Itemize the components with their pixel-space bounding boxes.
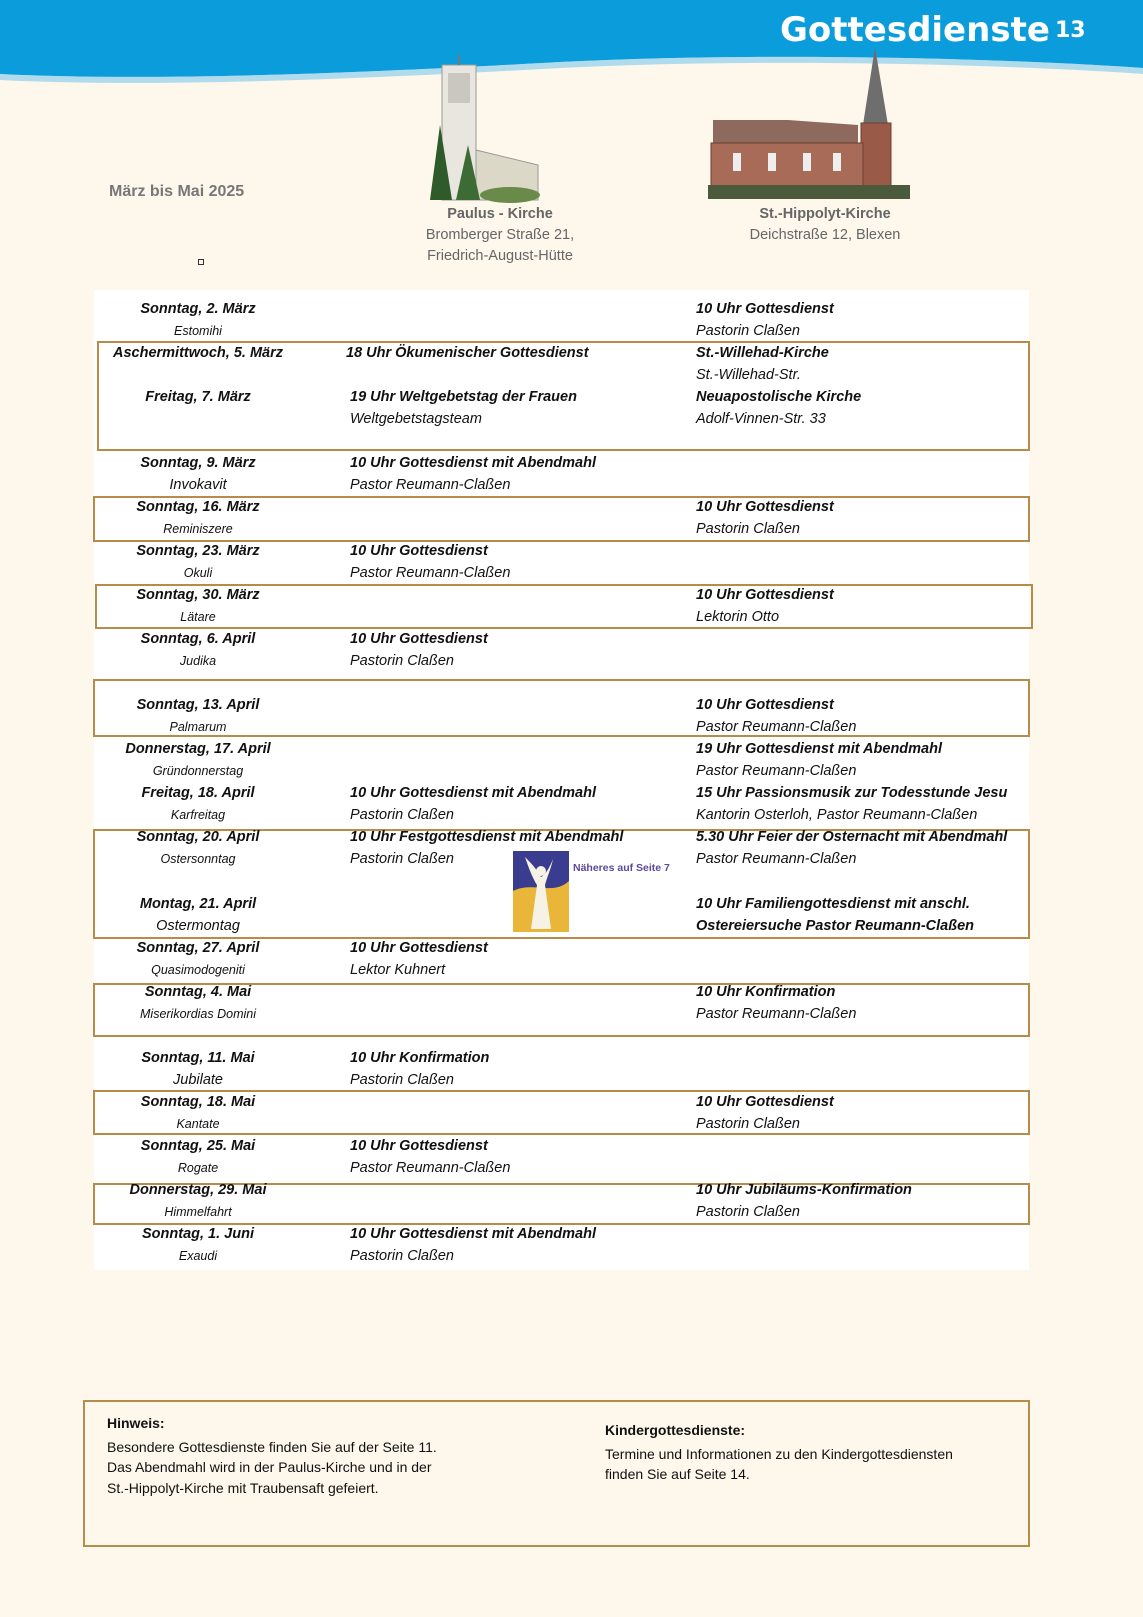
hippolyt-event: 19 Uhr Gottesdienst mit Abendmahl — [696, 741, 942, 757]
hippolyt-person: Pastorin Claßen — [696, 1116, 800, 1132]
paulus-event — [350, 496, 680, 518]
hippolyt-event — [696, 540, 1036, 562]
paulus-event: 10 Uhr Festgottesdienst mit Abendmahl — [350, 829, 624, 845]
paulus-event — [350, 298, 680, 320]
row-sunday-name: Miserikordias Domini — [140, 1007, 256, 1021]
paulus-person — [350, 320, 680, 342]
row-sunday-name: Ostermontag — [156, 918, 240, 934]
hippolyt-event — [696, 937, 1036, 959]
paulus-person: Pastor Reumann-Claßen — [350, 477, 511, 493]
hippolyt-person: St.-Willehad-Str. — [696, 367, 801, 383]
hippolyt-event: 15 Uhr Passionsmusik zur Todesstunde Jesu — [696, 785, 1008, 801]
small-square-marker — [198, 259, 204, 265]
hippolyt-person: Pastor Reumann-Claßen — [696, 1006, 857, 1022]
row-sunday-name — [94, 364, 302, 386]
hippolyt-event — [696, 1223, 1036, 1245]
paulus-event: 10 Uhr Gottesdienst — [350, 631, 488, 647]
row-date: Aschermittwoch, 5. März — [112, 345, 283, 361]
paulus-event: 10 Uhr Gottesdienst — [350, 940, 488, 956]
kinder-line: finden Sie auf Seite 14. — [605, 1466, 750, 1482]
paulus-event: 10 Uhr Gottesdienst mit Abendmahl — [350, 455, 596, 471]
period-label: März bis Mai 2025 — [109, 183, 245, 200]
row-sunday-name: Rogate — [177, 1161, 219, 1175]
paulus-person — [346, 364, 676, 386]
kinder-title: Kindergottesdienste: — [605, 1422, 746, 1438]
paulus-person: Pastorin Claßen — [350, 807, 454, 823]
hippolyt-event: 10 Uhr Gottesdienst — [696, 587, 834, 603]
paulus-event — [350, 584, 680, 606]
hippolyt-event — [696, 1135, 1036, 1157]
paulus-event — [350, 694, 680, 716]
row-date: Sonntag, 20. April — [136, 829, 260, 845]
paulus-event — [350, 1179, 680, 1201]
hippolyt-event: 10 Uhr Familiengottesdienst mit anschl. — [696, 896, 970, 912]
hippolyt-person — [696, 474, 1036, 496]
paulus-person: Pastor Reumann-Claßen — [350, 565, 511, 581]
hippolyt-person — [696, 650, 1036, 672]
paulus-person: Pastorin Claßen — [350, 851, 454, 867]
paulus-person: Weltgebetstagsteam — [350, 411, 482, 427]
paulus-event — [350, 981, 680, 1003]
paulus-person: Pastorin Claßen — [350, 1072, 454, 1088]
row-sunday-name: Invokavit — [169, 477, 227, 493]
hippolyt-person: Pastorin Claßen — [696, 1204, 800, 1220]
paulus-person — [350, 1003, 680, 1025]
hippolyt-person — [696, 1157, 1036, 1179]
hippolyt-person: Pastorin Claßen — [696, 323, 800, 339]
paulus-event: 10 Uhr Gottesdienst mit Abendmahl — [350, 785, 596, 801]
row-date: Freitag, 7. März — [145, 389, 251, 405]
hippolyt-person: Adolf-Vinnen-Str. 33 — [696, 411, 826, 427]
row-date: Sonntag, 4. Mai — [144, 984, 252, 1000]
paulus-event: 10 Uhr Konfirmation — [350, 1050, 490, 1066]
paulus-person — [350, 760, 680, 782]
church-address: Bromberger Straße 21, — [425, 227, 575, 243]
hinweis-title: Hinweis: — [107, 1415, 165, 1431]
hinweis-line: Besondere Gottesdienste finden Sie auf der Seite 11. — [107, 1438, 437, 1455]
row-date: Sonntag, 18. Mai — [140, 1094, 256, 1110]
row-sunday-name: Palmarum — [169, 720, 227, 734]
hippolyt-event — [696, 628, 1036, 650]
page-title: Gottesdienste — [780, 10, 1050, 50]
paulus-event: 10 Uhr Gottesdienst — [350, 1138, 488, 1154]
kinder-line: Termine und Informationen zu den Kindergottesdiensten — [605, 1445, 953, 1462]
row-sunday-name: Gründonnerstag — [152, 764, 244, 778]
hippolyt-person: Lektorin Otto — [696, 609, 780, 625]
row-date: Donnerstag, 29. Mai — [129, 1182, 267, 1198]
paulus-person: Pastorin Claßen — [350, 653, 454, 669]
paulus-person: Pastor Reumann-Claßen — [350, 1160, 511, 1176]
paulus-person: Lektor Kuhnert — [350, 962, 446, 978]
hippolyt-church-image — [708, 45, 910, 201]
row-date: Sonntag, 6. April — [140, 631, 256, 647]
church-name: St.-Hippolyt-Kirche — [759, 206, 891, 222]
row-date: Sonntag, 2. März — [140, 301, 256, 317]
row-sunday-name: Judika — [179, 654, 217, 668]
hippolyt-person: Pastor Reumann-Claßen — [696, 763, 857, 779]
page-number: 13 — [1055, 18, 1086, 43]
hippolyt-event: 10 Uhr Gottesdienst — [696, 499, 834, 515]
church-name: Paulus - Kirche — [447, 206, 553, 222]
hippolyt-event: 10 Uhr Gottesdienst — [696, 1094, 834, 1110]
row-date: Sonntag, 23. März — [136, 543, 260, 559]
row-date: Donnerstag, 17. April — [125, 741, 271, 757]
hinweis-line: St.-Hippolyt-Kirche mit Traubensaft gefeiert. — [107, 1479, 379, 1496]
hippolyt-event: Neuapostolische Kirche — [696, 389, 862, 405]
paulus-event — [350, 1091, 680, 1113]
row-sunday-name: Reminiszere — [163, 522, 233, 536]
notes-box — [83, 1400, 1030, 1547]
church-address: Deichstraße 12, Blexen — [749, 227, 901, 243]
hippolyt-person — [696, 959, 1036, 981]
paulus-event: 18 Uhr Ökumenischer Gottesdienst — [346, 345, 589, 361]
row-sunday-name: Estomihi — [174, 324, 222, 338]
row-date: Sonntag, 1. Juni — [142, 1226, 254, 1242]
hippolyt-event: St.-Willehad-Kirche — [696, 345, 829, 361]
hippolyt-person — [696, 1069, 1036, 1091]
paulus-church-label — [400, 204, 600, 267]
row-sunday-name: Quasimodogeniti — [151, 963, 245, 977]
row-date: Sonntag, 11. Mai — [141, 1050, 255, 1066]
paulus-event — [350, 738, 680, 760]
row-sunday-name: Kantate — [176, 1117, 220, 1131]
row-date: Sonntag, 27. April — [136, 940, 260, 956]
paulus-person: Pastorin Claßen — [350, 1248, 454, 1264]
paulus-event: 19 Uhr Weltgebetstag der Frauen — [350, 389, 577, 405]
paulus-event: 10 Uhr Gottesdienst — [350, 543, 488, 559]
row-sunday-name: Karfreitag — [170, 808, 226, 822]
row-sunday-name: Okuli — [183, 566, 213, 580]
hippolyt-event: 5.30 Uhr Feier der Osternacht mit Abendmahl — [696, 829, 1008, 845]
row-sunday-name: Exaudi — [178, 1249, 218, 1263]
hippolyt-event: 10 Uhr Gottesdienst — [696, 697, 834, 713]
hippolyt-person: Ostereiersuche Pastor Reumann-Claßen — [696, 918, 975, 934]
paulus-event: 10 Uhr Gottesdienst mit Abendmahl — [350, 1226, 596, 1242]
row-date: Sonntag, 9. März — [140, 455, 256, 471]
row-date: Sonntag, 25. Mai — [140, 1138, 256, 1154]
hippolyt-person: Pastorin Claßen — [696, 521, 800, 537]
church-address: Friedrich-August-Hütte — [427, 248, 573, 264]
paulus-person — [350, 606, 680, 628]
paulus-person — [350, 1201, 680, 1223]
hippolyt-person: Pastor Reumann-Claßen — [696, 851, 857, 867]
paulus-person — [350, 716, 680, 738]
row-date: Sonntag, 16. März — [136, 499, 260, 515]
hippolyt-person — [696, 1245, 1036, 1267]
hippolyt-church-label — [720, 204, 930, 246]
row-date: Sonntag, 30. März — [136, 587, 260, 603]
hippolyt-person: Pastor Reumann-Claßen — [696, 719, 857, 735]
row-date: Montag, 21. April — [139, 896, 257, 912]
hippolyt-event: 10 Uhr Konfirmation — [696, 984, 836, 1000]
hippolyt-event — [696, 1047, 1036, 1069]
hippolyt-event: 10 Uhr Gottesdienst — [696, 301, 834, 317]
hippolyt-person: Kantorin Osterloh, Pastor Reumann-Claßen — [696, 807, 978, 823]
easter-note: Näheres auf Seite 7 — [573, 862, 670, 874]
row-sunday-name: Jubilate — [173, 1072, 223, 1088]
paulus-church-image — [430, 55, 540, 205]
row-sunday-name: Lätare — [180, 610, 216, 624]
row-sunday-name — [94, 408, 302, 430]
hippolyt-person — [696, 562, 1036, 584]
easter-figure-icon — [513, 851, 569, 932]
paulus-person — [350, 518, 680, 540]
row-date: Freitag, 18. April — [141, 785, 255, 801]
hinweis-line: Das Abendmahl wird in der Paulus-Kirche und in der — [107, 1459, 432, 1475]
row-sunday-name: Ostersonntag — [160, 852, 236, 866]
paulus-person — [350, 1113, 680, 1135]
hippolyt-event: 10 Uhr Jubiläums-Konfirmation — [696, 1182, 912, 1198]
hippolyt-event — [696, 452, 1036, 474]
row-sunday-name: Himmelfahrt — [164, 1205, 232, 1219]
row-date: Sonntag, 13. April — [136, 697, 260, 713]
